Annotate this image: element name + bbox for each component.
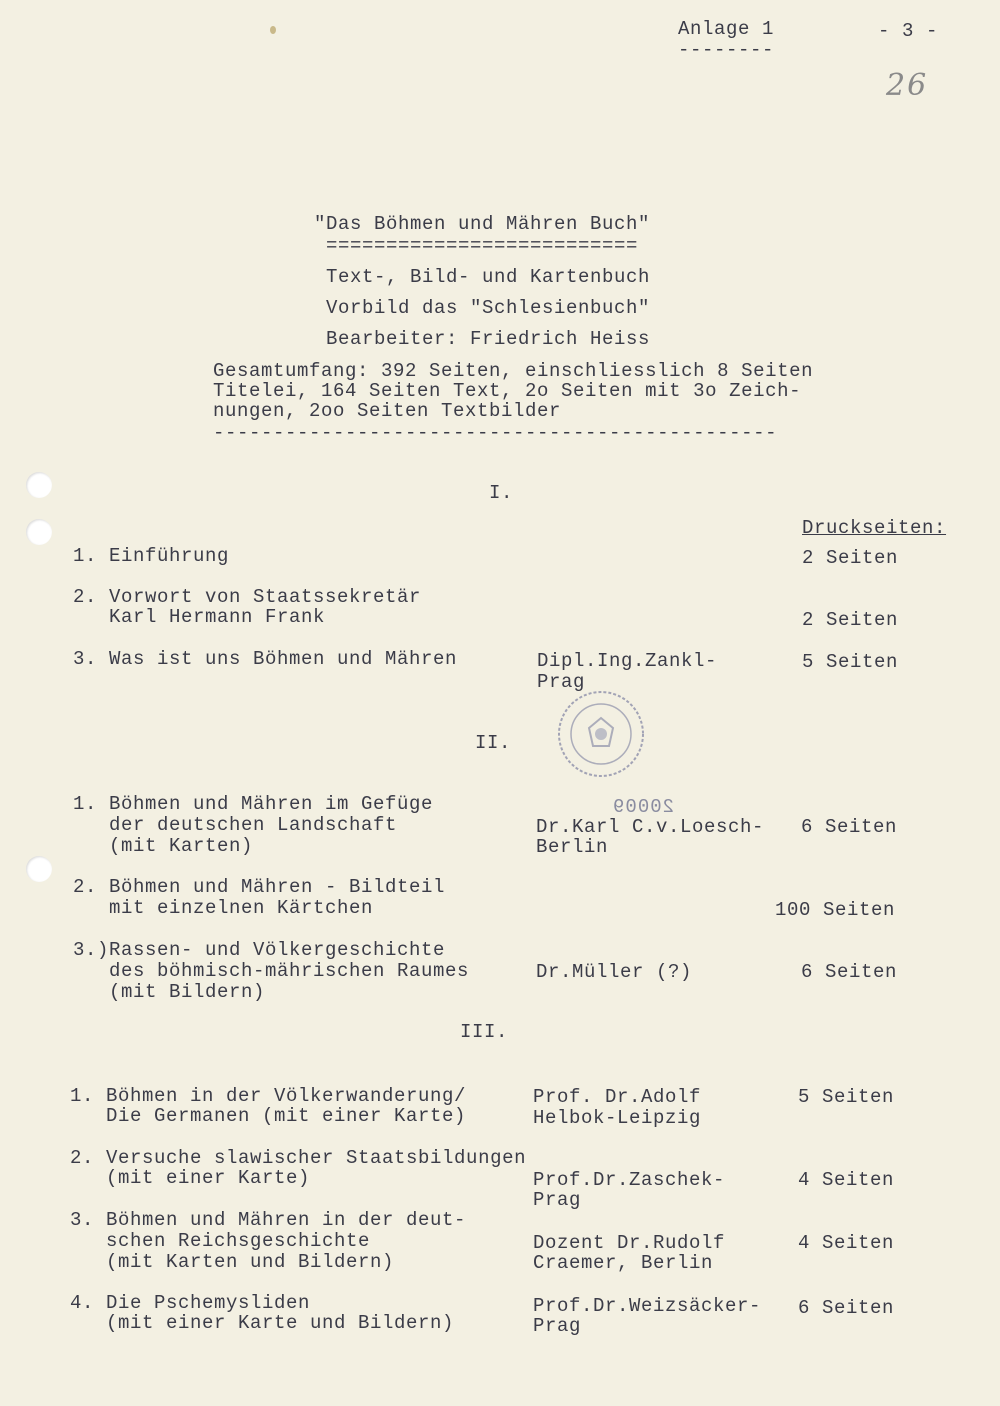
item-author-line: Prof. Dr.Adolf xyxy=(533,1086,702,1108)
subtitle-editor: Bearbeiter: Friedrich Heiss xyxy=(326,328,651,350)
item-author-line: Helbok-Leipzig xyxy=(533,1107,702,1129)
item-author-line: Prof.Dr.Weizsäcker- xyxy=(533,1295,762,1317)
item-pages: 6 Seiten xyxy=(801,816,898,838)
item-pages: 100 Seiten xyxy=(775,899,896,921)
item-author-line: Dozent Dr.Rudolf xyxy=(533,1232,726,1254)
item-title-line: (mit Karten) xyxy=(73,835,254,857)
item-author-line: Dipl.Ing.Zankl- xyxy=(537,650,718,672)
item-title-line: 2. Versuche slawischer Staatsbildungen xyxy=(70,1147,527,1169)
item-author-line: Prag xyxy=(533,1189,582,1211)
annex-underline: -------- xyxy=(678,39,775,61)
item-author-line: Prag xyxy=(533,1315,582,1337)
item-pages: 6 Seiten xyxy=(801,961,898,983)
item-title-line: (mit einer Karte) xyxy=(70,1167,311,1189)
punch-hole xyxy=(26,519,52,545)
item-pages: 5 Seiten xyxy=(802,651,899,673)
item-pages: 4 Seiten xyxy=(798,1232,895,1254)
punch-hole xyxy=(26,856,52,882)
page-number: - 3 - xyxy=(878,20,939,42)
paper-spot xyxy=(270,26,276,34)
item-title-line: (mit einer Karte und Bildern) xyxy=(70,1312,455,1334)
column-header-print-pages: Druckseiten: xyxy=(802,517,947,539)
item-title-line: 4. Die Pschemysliden xyxy=(70,1292,311,1314)
item-pages: 2 Seiten xyxy=(802,547,899,569)
item-title-line: 2. Vorwort von Staatssekretär xyxy=(73,586,422,608)
item-title-line: 1. Einführung xyxy=(73,545,230,567)
scope-line-3: nungen, 2oo Seiten Textbilder xyxy=(213,400,562,422)
item-author-line: Prag xyxy=(537,671,586,693)
item-author-line: Berlin xyxy=(536,836,609,858)
stamp-number: 20009 xyxy=(612,796,675,818)
item-author-line: Prof.Dr.Zaschek- xyxy=(533,1169,726,1191)
item-title-line: 1. Böhmen und Mähren im Gefüge xyxy=(73,793,434,815)
scope-line-2: Titelei, 164 Seiten Text, 2o Seiten mit 3o Zeich- xyxy=(213,380,802,402)
item-title-line: (mit Bildern) xyxy=(73,981,266,1003)
subtitle-model: Vorbild das "Schlesienbuch" xyxy=(326,297,651,319)
item-title-line: Die Germanen (mit einer Karte) xyxy=(70,1105,467,1127)
item-title-line: (mit Karten und Bildern) xyxy=(70,1251,395,1273)
item-title-line: Karl Hermann Frank xyxy=(73,606,326,628)
item-pages: 4 Seiten xyxy=(798,1169,895,1191)
scope-dash-rule: ----------------------------------------------- xyxy=(213,422,778,444)
section-numeral: I. xyxy=(489,482,514,504)
item-pages: 2 Seiten xyxy=(802,609,899,631)
item-title-line: mit einzelnen Kärtchen xyxy=(73,897,374,919)
item-title-line: 3.)Rassen- und Völkergeschichte xyxy=(73,939,446,961)
item-title-line: der deutschen Landschaft xyxy=(73,814,398,836)
handwritten-folio-number: 26 xyxy=(886,68,929,103)
item-title-line: 1. Böhmen in der Völkerwanderung/ xyxy=(70,1085,467,1107)
section-numeral: II. xyxy=(475,732,512,754)
item-pages: 5 Seiten xyxy=(798,1086,895,1108)
item-title-line: 3. Was ist uns Böhmen und Mähren xyxy=(73,648,458,670)
item-pages: 6 Seiten xyxy=(798,1297,895,1319)
punch-hole xyxy=(26,472,52,498)
item-title-line: schen Reichsgeschichte xyxy=(70,1230,371,1252)
section-numeral: III. xyxy=(460,1021,509,1043)
item-author-line: Craemer, Berlin xyxy=(533,1252,714,1274)
annex-label: Anlage 1 xyxy=(678,18,775,40)
item-author-line: Dr.Karl C.v.Loesch- xyxy=(536,816,765,838)
scope-line-1: Gesamtumfang: 392 Seiten, einschliesslich 8 Seiten xyxy=(213,360,814,382)
item-author-line: Dr.Müller (?) xyxy=(536,961,693,983)
item-title-line: 2. Böhmen und Mähren - Bildteil xyxy=(73,876,446,898)
subtitle-kind: Text-, Bild- und Kartenbuch xyxy=(326,266,651,288)
book-title: "Das Böhmen und Mähren Buch" xyxy=(314,213,651,235)
archive-stamp xyxy=(555,688,647,780)
title-double-rule: ========================== xyxy=(326,235,639,257)
item-title-line: des böhmisch-mährischen Raumes xyxy=(73,960,470,982)
item-title-line: 3. Böhmen und Mähren in der deut- xyxy=(70,1209,467,1231)
